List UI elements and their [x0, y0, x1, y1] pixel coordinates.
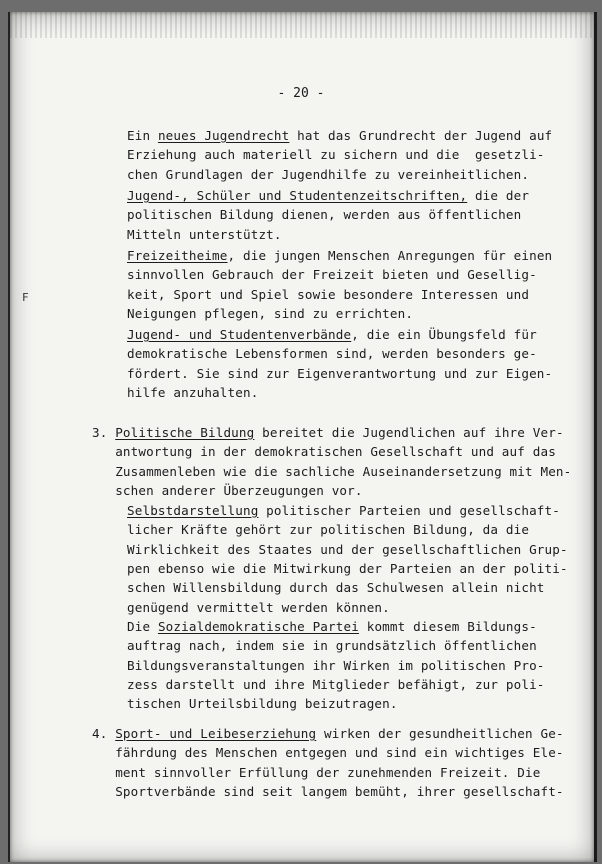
- text-line: [127, 638, 537, 653]
- text-run: politischen Bildung dienen, werden aus öffentlichen: [127, 207, 522, 223]
- text-line: [127, 306, 413, 321]
- text-line: [127, 619, 537, 634]
- text-run: schen Willensbildung durch das Schulwesen allein nicht: [127, 580, 545, 596]
- text-run: Ein: [127, 128, 158, 143]
- text-line: [92, 726, 564, 741]
- text-line: [127, 128, 552, 143]
- text-run: hat das Grundrecht der Jugend auf: [289, 128, 553, 143]
- text-line: [127, 542, 568, 557]
- text-run: 4.: [92, 726, 116, 741]
- text-run: , die ein Übungsfeld für: [351, 327, 537, 342]
- text-line: [127, 385, 258, 400]
- text-line: [127, 346, 537, 361]
- text-line: [127, 267, 537, 282]
- text-line: [127, 580, 545, 595]
- text-run: pen ebenso wie die Mitwirkung der Parteien an der politi-: [127, 560, 568, 576]
- text-run: politischer Parteien und gesellschaft-: [258, 503, 561, 518]
- text-run: fördert. Sie sind zur Eigenverantwortung und zur Eigen-: [127, 365, 553, 381]
- text-run: Die: [127, 619, 158, 634]
- text-line: [127, 600, 390, 615]
- text-line: [92, 444, 556, 459]
- underlined-term: Jugend-, Schüler und Studentenzeitschriften,: [127, 188, 468, 203]
- text-run: wirken der gesundheitlichen Ge-: [316, 726, 564, 741]
- text-line: [92, 483, 363, 498]
- margin-mark: F: [22, 291, 29, 304]
- text-run: genügend vermittelt werden können.: [127, 599, 390, 615]
- text-line: [127, 696, 398, 711]
- text-run: Zusammenleben wie die sachliche Auseinandersetzung mit Men-: [92, 463, 572, 479]
- scan-edge-noise: [10, 12, 594, 38]
- text-line: [92, 464, 571, 479]
- text-run: schen anderer Überzeugungen vor.: [92, 482, 363, 498]
- text-run: Sportverbände sind seit langem bemüht, ihrer gesellschaft-: [92, 783, 564, 799]
- underlined-term: Selbstdarstellung: [127, 503, 259, 518]
- text-run: Neigungen pflegen, sind zu errichten.: [127, 305, 414, 321]
- text-run: licher Kräfte gehört zur politischen Bildung, da die: [127, 522, 530, 538]
- text-line: [92, 784, 564, 799]
- text-run: hilfe anzuhalten.: [127, 384, 259, 400]
- text-run: bereitet die Jugendlichen auf ihre Ver-: [254, 425, 564, 440]
- text-line: [127, 207, 521, 222]
- underlined-term: Sozialdemokratische Partei: [157, 619, 359, 634]
- text-run: Mitteln unterstützt.: [127, 226, 282, 242]
- text-run: die der: [467, 188, 530, 203]
- text-run: auftrag nach, indem sie in grundsätzlich öffentlichen: [127, 638, 537, 654]
- text-line: [127, 561, 568, 576]
- text-run: kommt diesem Bildungs-: [358, 619, 537, 634]
- text-line: [127, 327, 537, 342]
- text-run: keit, Sport und Spiel sowie besondere Interessen und: [127, 286, 530, 302]
- text-line: [127, 366, 552, 381]
- text-line: [127, 188, 529, 203]
- underlined-term: Sport- und Leibeserziehung: [115, 726, 317, 741]
- text-line: [127, 167, 529, 182]
- text-run: demokratische Lebensformen sind, werden besonders ge-: [127, 346, 537, 362]
- text-run: antwortung in der demokratischen Gesellschaft und auf das: [92, 444, 556, 460]
- text-line: [127, 658, 545, 673]
- text-line: [92, 425, 564, 440]
- text-run: fährdung des Menschen entgegen und sind ein wichtiges Ele-: [92, 745, 564, 761]
- text-line: [127, 503, 560, 518]
- page-number: - 20 -: [277, 86, 325, 101]
- text-run: 3.: [92, 425, 116, 440]
- text-run: sinnvollen Gebrauch der Freizeit bieten und Gesellig-: [127, 267, 537, 283]
- text-run: zess darstellt und ihre Mitglieder befähigt, zur poli-: [127, 676, 545, 692]
- text-run: , die jungen Menschen Anregungen für einen: [227, 248, 553, 263]
- underlined-term: Freizeitheime: [127, 248, 228, 263]
- text-line: [127, 522, 529, 537]
- text-line: [92, 745, 564, 760]
- text-run: Wirklichkeit des Staates und der gesellschaftlichen Grup-: [127, 541, 568, 557]
- text-run: chen Grundlagen der Jugendhilfe zu vereinheitlichen.: [127, 166, 530, 182]
- text-line: [127, 227, 282, 242]
- text-line: [127, 287, 529, 302]
- text-line: [127, 677, 545, 692]
- underlined-term: neues Jugendrecht: [157, 128, 290, 143]
- text-line: [127, 147, 545, 162]
- underlined-term: Jugend- und Studentenverbände: [127, 327, 352, 342]
- text-run: Bildungsveranstaltungen ihr Wirken im politischen Pro-: [127, 657, 545, 673]
- text-line: [92, 765, 540, 780]
- text-line: [127, 248, 552, 263]
- text-run: tischen Urteilsbildung beizutragen.: [127, 696, 398, 712]
- text-run: Erziehung auch materiell zu sichern und die gesetzli-: [127, 147, 545, 163]
- text-run: ment sinnvoller Erfüllung der zunehmenden Freizeit. Die: [92, 764, 541, 780]
- underlined-term: Politische Bildung: [115, 425, 255, 440]
